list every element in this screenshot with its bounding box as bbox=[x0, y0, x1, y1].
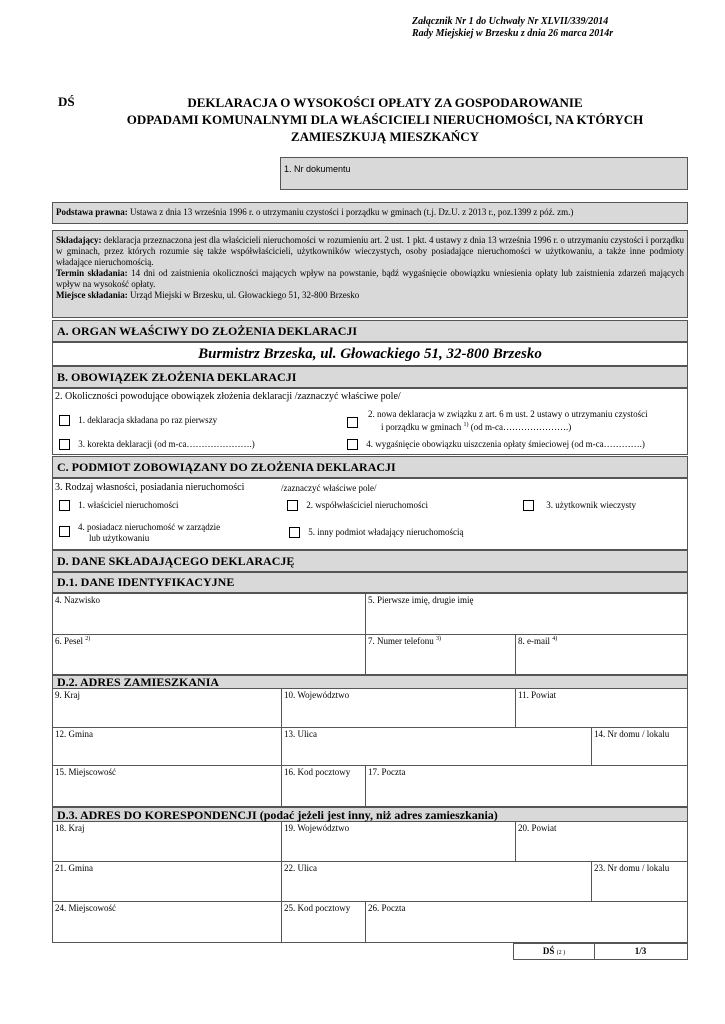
pesel-label: 6. Pesel bbox=[55, 636, 86, 646]
d3-row-3 bbox=[52, 902, 688, 943]
option-other-entity-label: 5. inny podmiot władający nieruchomością bbox=[308, 527, 464, 537]
corr-voivodeship-field[interactable] bbox=[282, 822, 516, 861]
option-new-declaration-line2b: (od m-ca………………….) bbox=[468, 422, 572, 432]
email-label: 8. e-mail bbox=[518, 636, 553, 646]
street-label: 13. Ulica bbox=[284, 729, 317, 739]
section-b-heading: B. OBOWIĄZEK ZŁOŻENIA DEKLARACJI bbox=[52, 366, 688, 388]
option-other-entity[interactable] bbox=[289, 527, 463, 538]
footnote-4: 4) bbox=[552, 636, 558, 642]
deadline-label: Termin składania: bbox=[56, 268, 128, 278]
document-number-field[interactable] bbox=[280, 157, 688, 190]
footer-code-cell bbox=[514, 944, 595, 959]
surname-field[interactable] bbox=[53, 594, 366, 634]
section-d1-heading: D.1. DANE IDENTYFIKACYJNE bbox=[52, 572, 688, 593]
option-owner[interactable] bbox=[59, 500, 178, 511]
postcode-label: 16. Kod pocztowy bbox=[284, 767, 351, 777]
section-d-heading: D. DANE SKŁADAJĄCEGO DEKLARACJĘ bbox=[52, 550, 688, 572]
corr-house-number-label: 23. Nr domu / lokalu bbox=[594, 863, 670, 873]
checkbox-owner[interactable] bbox=[59, 500, 70, 511]
corr-town-field[interactable] bbox=[53, 902, 282, 942]
corr-town-label: 24. Miejscowość bbox=[55, 903, 116, 913]
attachment-note-line2: Rady Miejskiej w Brzesku z dnia 26 marca 2014r bbox=[412, 28, 614, 39]
first-names-label: 5. Pierwsze imię, drugie imię bbox=[368, 595, 474, 605]
corr-postcode-field[interactable] bbox=[282, 902, 366, 942]
corr-post-office-label: 26. Poczta bbox=[368, 903, 406, 913]
legal-basis-label: Podstawa prawna: bbox=[56, 207, 128, 217]
checkbox-other-entity[interactable] bbox=[289, 527, 300, 538]
legal-basis-text: Ustawa z dnia 13 września 1996 r. o utrzymaniu czystości i porządku w gminach (t.j. Dz.U. z 2013 r., poz.1399 z póź. zm.) bbox=[127, 207, 574, 217]
checkbox-perpetual-user[interactable] bbox=[523, 500, 534, 511]
authority-name: Burmistrz Brzeska, ul. Głowackiego 51, 32-800 Brzesko bbox=[198, 346, 542, 362]
option-co-owner-label: 2. współwłaściciel nieruchomości bbox=[306, 500, 428, 510]
section-a-authority-row bbox=[52, 342, 688, 366]
section-d3-heading: D.3. ADRES DO KORESPONDENCJI (podać jeżeli jest inny, niż adres zamieszkania) bbox=[52, 807, 688, 822]
option-perpetual-user-label: 3. użytkownik wieczysty bbox=[546, 500, 636, 510]
option-new-declaration-line1: 2. nowa deklaracja w związku z art. 6 m ust. 2 ustawy o utrzymaniu czystości bbox=[368, 409, 648, 419]
corr-country-label: 18. Kraj bbox=[55, 823, 85, 833]
checkbox-expiry[interactable] bbox=[347, 439, 358, 450]
option-new-declaration-line2 bbox=[381, 420, 648, 433]
corr-house-number-field[interactable] bbox=[592, 862, 687, 901]
phone-label: 7. Numer telefonu bbox=[368, 636, 436, 646]
form-code: DŚ bbox=[58, 94, 75, 109]
voivodeship-field[interactable] bbox=[282, 689, 516, 727]
option-perpetual-user[interactable] bbox=[523, 500, 636, 511]
corr-commune-field[interactable] bbox=[53, 862, 282, 901]
section-c-hint: /zaznaczyć właściwe pole/ bbox=[281, 483, 377, 493]
form-title-line3: ZAMIESZKUJĄ MIESZKAŃCY bbox=[290, 129, 480, 144]
country-field[interactable] bbox=[53, 689, 282, 727]
first-names-field[interactable] bbox=[366, 594, 687, 634]
house-number-label: 14. Nr domu / lokalu bbox=[594, 729, 670, 739]
filer-label: Składający: bbox=[56, 235, 102, 245]
option-expiry[interactable] bbox=[347, 439, 645, 450]
checkbox-correction[interactable] bbox=[59, 439, 70, 450]
option-new-declaration-line2a: i porządku w gminach bbox=[381, 422, 464, 432]
commune-label: 12. Gmina bbox=[55, 729, 93, 739]
d2-row-2 bbox=[52, 728, 688, 766]
surname-label: 4. Nazwisko bbox=[55, 595, 100, 605]
option-holder[interactable] bbox=[59, 522, 220, 544]
d3-row-1 bbox=[52, 822, 688, 862]
legal-basis bbox=[52, 202, 688, 224]
d1-row-contact bbox=[52, 635, 688, 675]
footer-code-sub: (2 ) bbox=[556, 950, 566, 956]
option-correction[interactable] bbox=[59, 439, 255, 450]
commune-field[interactable] bbox=[53, 728, 282, 765]
post-office-label: 17. Poczta bbox=[368, 767, 406, 777]
document-number-label: 1. Nr dokumentu bbox=[284, 164, 351, 174]
option-holder-line2: lub użytkowaniu bbox=[89, 533, 150, 543]
checkbox-co-owner[interactable] bbox=[287, 500, 298, 511]
footer-code: DŚ bbox=[542, 946, 555, 956]
section-a-heading: A. ORGAN WŁAŚCIWY DO ZŁOŻENIA DEKLARACJI bbox=[52, 320, 688, 342]
country-label: 9. Kraj bbox=[55, 690, 80, 700]
form-title bbox=[90, 94, 680, 145]
attachment-note-line1: Załącznik Nr 1 do Uchwały Nr XLVII/339/2014 bbox=[412, 16, 609, 27]
town-label: 15. Miejscowość bbox=[55, 767, 116, 777]
corr-county-field[interactable] bbox=[516, 822, 687, 861]
checkbox-first-declaration[interactable] bbox=[59, 415, 70, 426]
corr-post-office-field[interactable] bbox=[366, 902, 687, 942]
county-label: 11. Powiat bbox=[518, 690, 557, 700]
filer-text: deklaracja przeznaczona jest dla właścicieli nieruchomości w rozumieniu art. 2 ust. 1 pkt. 4 ustawy z dnia 13 września 1996 r. o utrzymaniu czystości i porządku w gminach, przez których rozumie się także współwłaścicieli, użytkowników wieczystych, osoby posiadające nieruchomości w użytkowaniu, a także inne podmioty władające nieruchomością. bbox=[56, 235, 684, 267]
footnote-1: 1) bbox=[463, 422, 469, 428]
d3-row-2 bbox=[52, 862, 688, 902]
section-c-body bbox=[52, 478, 688, 550]
section-c-question: 3. Rodzaj własności, posiadania nieruchomości bbox=[55, 482, 245, 493]
d2-row-3 bbox=[52, 766, 688, 807]
corr-street-label: 22. Ulica bbox=[284, 863, 317, 873]
d2-row-1 bbox=[52, 689, 688, 728]
option-first-declaration[interactable] bbox=[59, 415, 217, 426]
corr-postcode-label: 25. Kod pocztowy bbox=[284, 903, 351, 913]
checkbox-holder[interactable] bbox=[59, 526, 70, 537]
section-b-question: 2. Okoliczności powodujące obowiązek złożenia deklaracji /zaznaczyć właściwe pole/ bbox=[55, 391, 401, 402]
corr-commune-label: 21. Gmina bbox=[55, 863, 93, 873]
post-office-field[interactable] bbox=[366, 766, 687, 806]
d1-row-names bbox=[52, 593, 688, 635]
place-text: Urząd Miejski w Brzesku, ul. Głowackiego 51, 32-800 Brzesko bbox=[127, 290, 360, 300]
attachment-note bbox=[412, 16, 638, 40]
option-holder-line1: 4. posiadacz nieruchomość w zarządzie bbox=[78, 522, 221, 532]
form-title-line2: ODPADAMI KOMUNALNYMI DLA WŁAŚCICIELI NIERUCHOMOŚCI, NA KTÓRYCH bbox=[126, 112, 644, 127]
email-field[interactable] bbox=[516, 635, 687, 674]
section-c-heading: C. PODMIOT ZOBOWIĄZANY DO ZŁOŻENIA DEKLARACJI bbox=[52, 456, 688, 478]
option-new-declaration[interactable] bbox=[347, 409, 648, 433]
filing-info bbox=[52, 230, 688, 318]
form-title-line1: DEKLARACJA O WYSOKOŚCI OPŁATY ZA GOSPODAROWANIE bbox=[187, 95, 583, 110]
corr-county-label: 20. Powiat bbox=[518, 823, 557, 833]
option-co-owner[interactable] bbox=[287, 500, 428, 511]
voivodeship-label: 10. Województwo bbox=[284, 690, 350, 700]
town-field[interactable] bbox=[53, 766, 282, 806]
deadline-text: 14 dni od zaistnienia okoliczności mających wpływ na powstanie, bądź wygaśnięcie obowiązku wniesienia opłaty lub zaistnienia zdarzeń mających wpływ na wysokość opłaty. bbox=[56, 268, 684, 289]
house-number-field[interactable] bbox=[592, 728, 687, 765]
option-first-declaration-label: 1. deklaracja składana po raz pierwszy bbox=[78, 415, 218, 425]
corr-street-field[interactable] bbox=[282, 862, 592, 901]
section-b-body bbox=[52, 388, 688, 455]
street-field[interactable] bbox=[282, 728, 592, 765]
option-owner-label: 1. właściciel nieruchomości bbox=[78, 500, 179, 510]
page-number: 1/3 bbox=[634, 946, 647, 956]
place-label: Miejsce składania: bbox=[56, 290, 128, 300]
phone-field[interactable] bbox=[366, 635, 516, 674]
postcode-field[interactable] bbox=[282, 766, 366, 806]
footnote-2: 2) bbox=[85, 636, 91, 642]
option-expiry-label: 4. wygaśnięcie obowiązku uiszczenia opłaty śmieciowej (od m-ca………….) bbox=[366, 439, 645, 449]
option-correction-label: 3. korekta deklaracji (od m-ca………………….) bbox=[78, 439, 255, 449]
checkbox-new-declaration[interactable] bbox=[347, 417, 358, 428]
corr-country-field[interactable] bbox=[53, 822, 282, 861]
section-d2-heading: D.2. ADRES ZAMIESZKANIA bbox=[52, 675, 688, 689]
pesel-field[interactable] bbox=[53, 635, 366, 674]
corr-voivodeship-label: 19. Województwo bbox=[284, 823, 350, 833]
page-footer bbox=[513, 943, 688, 960]
footnote-3: 3) bbox=[435, 636, 441, 642]
county-field[interactable] bbox=[516, 689, 687, 727]
